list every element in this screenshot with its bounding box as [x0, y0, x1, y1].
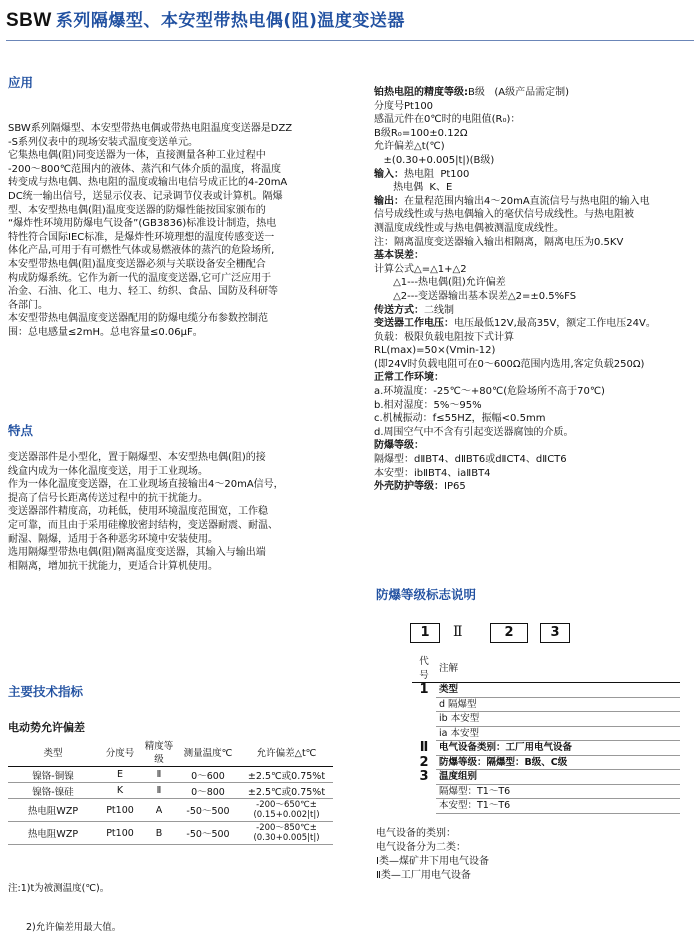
spec-line	[374, 412, 656, 426]
spec-text: c.机械振动：f≤55HZ，振幅<0.5mm	[374, 413, 546, 425]
spec-line	[374, 480, 656, 494]
table-cell: -200～650℃±(0.15+0.002|t|)	[240, 799, 333, 822]
deviation-table	[8, 740, 333, 845]
spec-text: B级R₀=100±0.12Ω	[374, 127, 468, 139]
table-cell: Ⅱ	[142, 767, 176, 783]
marking-code	[412, 726, 436, 741]
features-line: 作为一体化温度变送器，在工业现场直接输出4～20mA信号，	[8, 479, 284, 491]
marking-row	[412, 683, 680, 698]
spec-line	[374, 113, 656, 127]
spec-line	[374, 195, 656, 209]
spec-text: d.周围空气中不含有引起变送器腐蚀的介质。	[374, 426, 574, 438]
table-cell: Ⅱ	[142, 783, 176, 799]
spec-text: 二线制	[424, 304, 454, 316]
spec-line	[374, 86, 656, 100]
spec-label: 正常工作环境：	[374, 372, 444, 384]
features-line: 选用隔爆型带热电偶(阻)隔离温度变送器，其输入与输出端	[8, 547, 266, 559]
marking-note: d 隔爆型	[436, 697, 680, 712]
spec-line	[374, 208, 656, 222]
application-line: 各部门。	[8, 299, 48, 311]
spec-line	[374, 100, 656, 114]
table-cell: Pt100	[98, 822, 142, 845]
marking-row	[412, 741, 680, 756]
features-body	[8, 451, 284, 573]
category-notes	[376, 827, 489, 883]
col-tolerance: 允许偏差△t℃	[240, 740, 333, 767]
spec-line	[374, 344, 656, 358]
spec-label: 输出：	[374, 195, 404, 207]
spec-line	[374, 236, 656, 250]
marking-code: 2	[419, 754, 429, 770]
spec-text: 在量程范围内输出4～20mA直流信号与热电阻的输入电	[404, 195, 650, 207]
marking-row	[412, 697, 680, 712]
code-box-3: 3	[540, 623, 570, 643]
table-cell: ±2.5℃或0.75%t	[240, 767, 333, 783]
spec-label: 基本误差：	[374, 250, 424, 262]
spec-text: a.环境温度：-25℃～+80℃(危险场所不高于70℃)	[374, 386, 605, 398]
title-prefix: SBW	[6, 10, 52, 31]
table-cell: 镍铬-镍硅	[8, 783, 98, 799]
note-1: 注:1)t为被测温度(℃)。	[8, 883, 110, 894]
spec-line	[374, 304, 656, 318]
features-line: 提高了信号长距离传送过程中的抗干扰能力。	[8, 492, 208, 504]
spec-line	[374, 426, 656, 440]
spec-text: B级 (A级产品需定制)	[468, 87, 570, 98]
marking-note: 本安型：T1～T6	[436, 799, 680, 814]
spec-text: 分度号Pt100	[374, 100, 434, 112]
spec-text: △2---变送器输出基本误差△2=±0.5%FS	[374, 290, 577, 302]
marking-note: 隔爆型：T1～T6	[436, 784, 680, 799]
title-rule	[6, 40, 694, 41]
code-roman: Ⅱ	[453, 624, 463, 640]
application-line: “爆炸性环境用防爆电气设备”(GB3836)标准设计制造，热电	[8, 218, 277, 230]
marking-note: ib 本安型	[436, 712, 680, 727]
spec-text: 注：隔离温度变送器输入输出相隔离，隔离电压为0.5KV	[374, 236, 624, 248]
tech-heading: 主要技术指标	[8, 684, 84, 699]
application-line: 体化产品,可用于有可燃性气体或易燃液体的蒸汽的危险场所,	[8, 245, 275, 257]
spec-label: 传送方式：	[374, 304, 424, 316]
col-grade: 精度等级	[142, 740, 176, 767]
spec-text: IP65	[444, 481, 466, 493]
marking-note: ia 本安型	[436, 726, 680, 741]
category-line: Ⅰ类—煤矿井下用电气设备	[376, 856, 489, 867]
spec-line	[374, 276, 656, 290]
title-text: 系列隔爆型、本安型带热电偶(阻)温度变送器	[55, 11, 405, 31]
features-line: 线盒内成为一体化温度变送，用于工业现场。	[8, 465, 208, 477]
table-cell: 0～800	[176, 783, 240, 799]
spec-text: ±(0.30+0.005|t|)(B级)	[374, 154, 495, 166]
marking-note: 温度组别	[436, 770, 680, 785]
application-line: 本安型带热电偶温度变送器配用的防爆电缆分布参数控制范	[8, 313, 268, 325]
table-cell: A	[142, 799, 176, 822]
marking-note: 防爆等级：隔爆型：B级、C级	[436, 755, 680, 770]
marking-note: 类型	[436, 683, 680, 698]
col-range: 测量温度℃	[176, 740, 240, 767]
category-line: 电气设备的类别：	[376, 828, 456, 839]
spec-text: 负载：极限负载电阻按下式计算	[374, 331, 514, 343]
spec-text: 允许偏差△t(℃)	[374, 141, 445, 153]
features-line: 变送器部件是小型化，置于隔爆型、本安型热电偶(阻)的接	[8, 452, 266, 463]
spec-text: (即24V时负载电阻可在0～600Ω范围内选用,客定负载250Ω)	[374, 358, 645, 370]
application-line: -S系列仪表中的现场安装式温度变送单元。	[8, 136, 198, 148]
marking-code	[412, 712, 436, 727]
spec-text: △1---热电偶(阻)允许偏差	[374, 277, 506, 289]
table-cell: 热电阻WZP	[8, 799, 98, 822]
marking-col-note: 注解	[436, 655, 680, 683]
table-cell: 0～600	[176, 767, 240, 783]
spec-line	[374, 467, 656, 481]
spec-line	[374, 331, 656, 345]
spec-line	[374, 358, 656, 372]
spec-text: 热电偶 K、E	[374, 182, 453, 194]
spec-text: 测温度成线性或与热电偶被测温度成线性。	[374, 222, 564, 234]
table-row	[8, 767, 333, 783]
application-line: 围：总电感量≤2mH。总电容量≤0.06μF。	[8, 326, 203, 338]
code-box-1: 1	[410, 623, 440, 643]
marking-code: 3	[419, 769, 429, 784]
table-cell: -200～850℃±(0.30+0.005|t|)	[240, 822, 333, 845]
table-cell: -50～500	[176, 799, 240, 822]
application-line: 它集热电偶(阻)同变送器为一体，直接测量各种工业过程中	[8, 150, 266, 162]
application-line: 转变成与热电偶、热电阻的温度或输出电信号成正比的4-20mA	[8, 177, 288, 189]
features-line: 定可靠，而且由于采用硅橡胶密封结构，变送器耐震、耐温、	[8, 519, 278, 531]
code-box-2: 2	[490, 623, 528, 643]
note-2: 2)允许偏差用最大值。	[26, 922, 122, 933]
table-cell: E	[98, 767, 142, 783]
marking-row	[412, 726, 680, 741]
marking-row	[412, 712, 680, 727]
page-title	[6, 6, 405, 32]
application-line: 特性符合国际IEC标准，是爆炸性环境理想的温度传感变送一	[8, 231, 275, 243]
spec-line	[374, 168, 656, 182]
application-line: 本安型带热电偶(阻)温度变送器必须与关联设备安全栅配合	[8, 258, 266, 270]
spec-text: 信号成线性或与热电偶输入的毫伏信号成线性。与热电阻被	[374, 209, 634, 221]
spec-label: 铂热电阻的精度等级:	[374, 87, 468, 98]
spec-line	[374, 453, 656, 467]
spec-text: 本安型：ibⅡBT4、iaⅡBT4	[374, 467, 491, 479]
spec-label: 变送器工作电压：	[374, 318, 454, 330]
spec-label: 外壳防护等级：	[374, 481, 444, 493]
marking-row	[412, 770, 680, 785]
table-cell: -50～500	[176, 822, 240, 845]
marking-code	[412, 784, 436, 799]
spec-list	[374, 86, 656, 494]
spec-text: RL(max)=50×(Vmin-12)	[374, 345, 496, 357]
spec-text: 隔爆型：dⅡBT4、dⅡBT6或dⅡCT4、dⅡCT6	[374, 454, 567, 466]
tech-subheading: 电动势允许偏差	[8, 721, 85, 734]
spec-line	[374, 249, 656, 263]
spec-text: 计算公式△=△1+△2	[374, 263, 467, 275]
application-line: 构成防爆系统。它作为新一代的温度变送器,它可广泛应用于	[8, 272, 272, 284]
spec-line	[374, 127, 656, 141]
category-line: Ⅱ类—工厂用电气设备	[376, 870, 471, 881]
spec-text: b.相对湿度：5%～95%	[374, 399, 482, 411]
table-row	[8, 799, 333, 822]
table-row	[8, 783, 333, 799]
spec-line	[374, 385, 656, 399]
application-heading: 应用	[8, 75, 34, 90]
application-line: 型、本安型热电偶(阻)温度变送器的防爆性能按国家颁布的	[8, 204, 266, 216]
spec-text: 感温元件在0℃时的电阻值(R₀)：	[374, 114, 521, 126]
spec-label: 输入：	[374, 168, 404, 180]
table-notes	[8, 856, 121, 947]
table-cell: Pt100	[98, 799, 142, 822]
spec-line	[374, 154, 656, 168]
spec-label: 防爆等级：	[374, 440, 424, 452]
spec-line	[374, 399, 656, 413]
marking-code	[412, 799, 436, 814]
application-line: SBW系列隔爆型、本安型带热电偶或带热电阻温度变送器是DZZ	[8, 123, 293, 134]
spec-line	[374, 371, 656, 385]
spec-line	[374, 317, 656, 331]
features-line: 耐湿、隔爆，适用于各种恶劣环境中安装使用。	[8, 533, 218, 545]
spec-line	[374, 439, 656, 453]
col-type: 类型	[8, 740, 98, 767]
marking-code: 1	[419, 682, 429, 698]
spec-line	[374, 181, 656, 195]
spec-line	[374, 263, 656, 277]
marking-code	[412, 697, 436, 712]
col-index: 分度号	[98, 740, 142, 767]
features-heading: 特点	[8, 423, 34, 438]
table-cell: B	[142, 822, 176, 845]
features-line: 相隔离，增加抗干扰能力，更适合计算机使用。	[8, 560, 218, 572]
features-line: 变送器部件精度高，功耗低，使用环境温度范围宽，工作稳	[8, 506, 268, 518]
application-line: -200～800℃范围内的液体、蒸汽和气体介质的温度，将温度	[8, 163, 282, 175]
spec-line	[374, 290, 656, 304]
spec-line	[374, 222, 656, 236]
table-cell: K	[98, 783, 142, 799]
marking-row	[412, 799, 680, 814]
table-row	[8, 822, 333, 845]
marking-note: 电气设备类别：工厂用电气设备	[436, 741, 680, 756]
application-body	[8, 122, 292, 340]
table-cell: 热电阻WZP	[8, 822, 98, 845]
marking-code: Ⅱ	[419, 740, 429, 755]
spec-line	[374, 140, 656, 154]
category-line: 电气设备分为二类：	[376, 842, 466, 853]
marking-heading: 防爆等级标志说明	[376, 587, 477, 602]
spec-text: 电压最低12V,最高35V，额定工作电压24V。	[454, 318, 656, 330]
table-cell: 镍铬-铜镍	[8, 767, 98, 783]
spec-text: 热电阻 Pt100	[404, 168, 470, 180]
application-line: DC统一输出信号，送显示仪表、记录调节仪表或计算机。隔爆	[8, 190, 283, 202]
marking-table	[412, 655, 680, 814]
table-cell: ±2.5℃或0.75%t	[240, 783, 333, 799]
marking-row	[412, 755, 680, 770]
marking-row	[412, 784, 680, 799]
marking-col-code: 代号	[412, 655, 436, 683]
application-line: 冶金、石油、化工、电力、轻工、纺织、食品、国防及科研等	[8, 286, 278, 298]
